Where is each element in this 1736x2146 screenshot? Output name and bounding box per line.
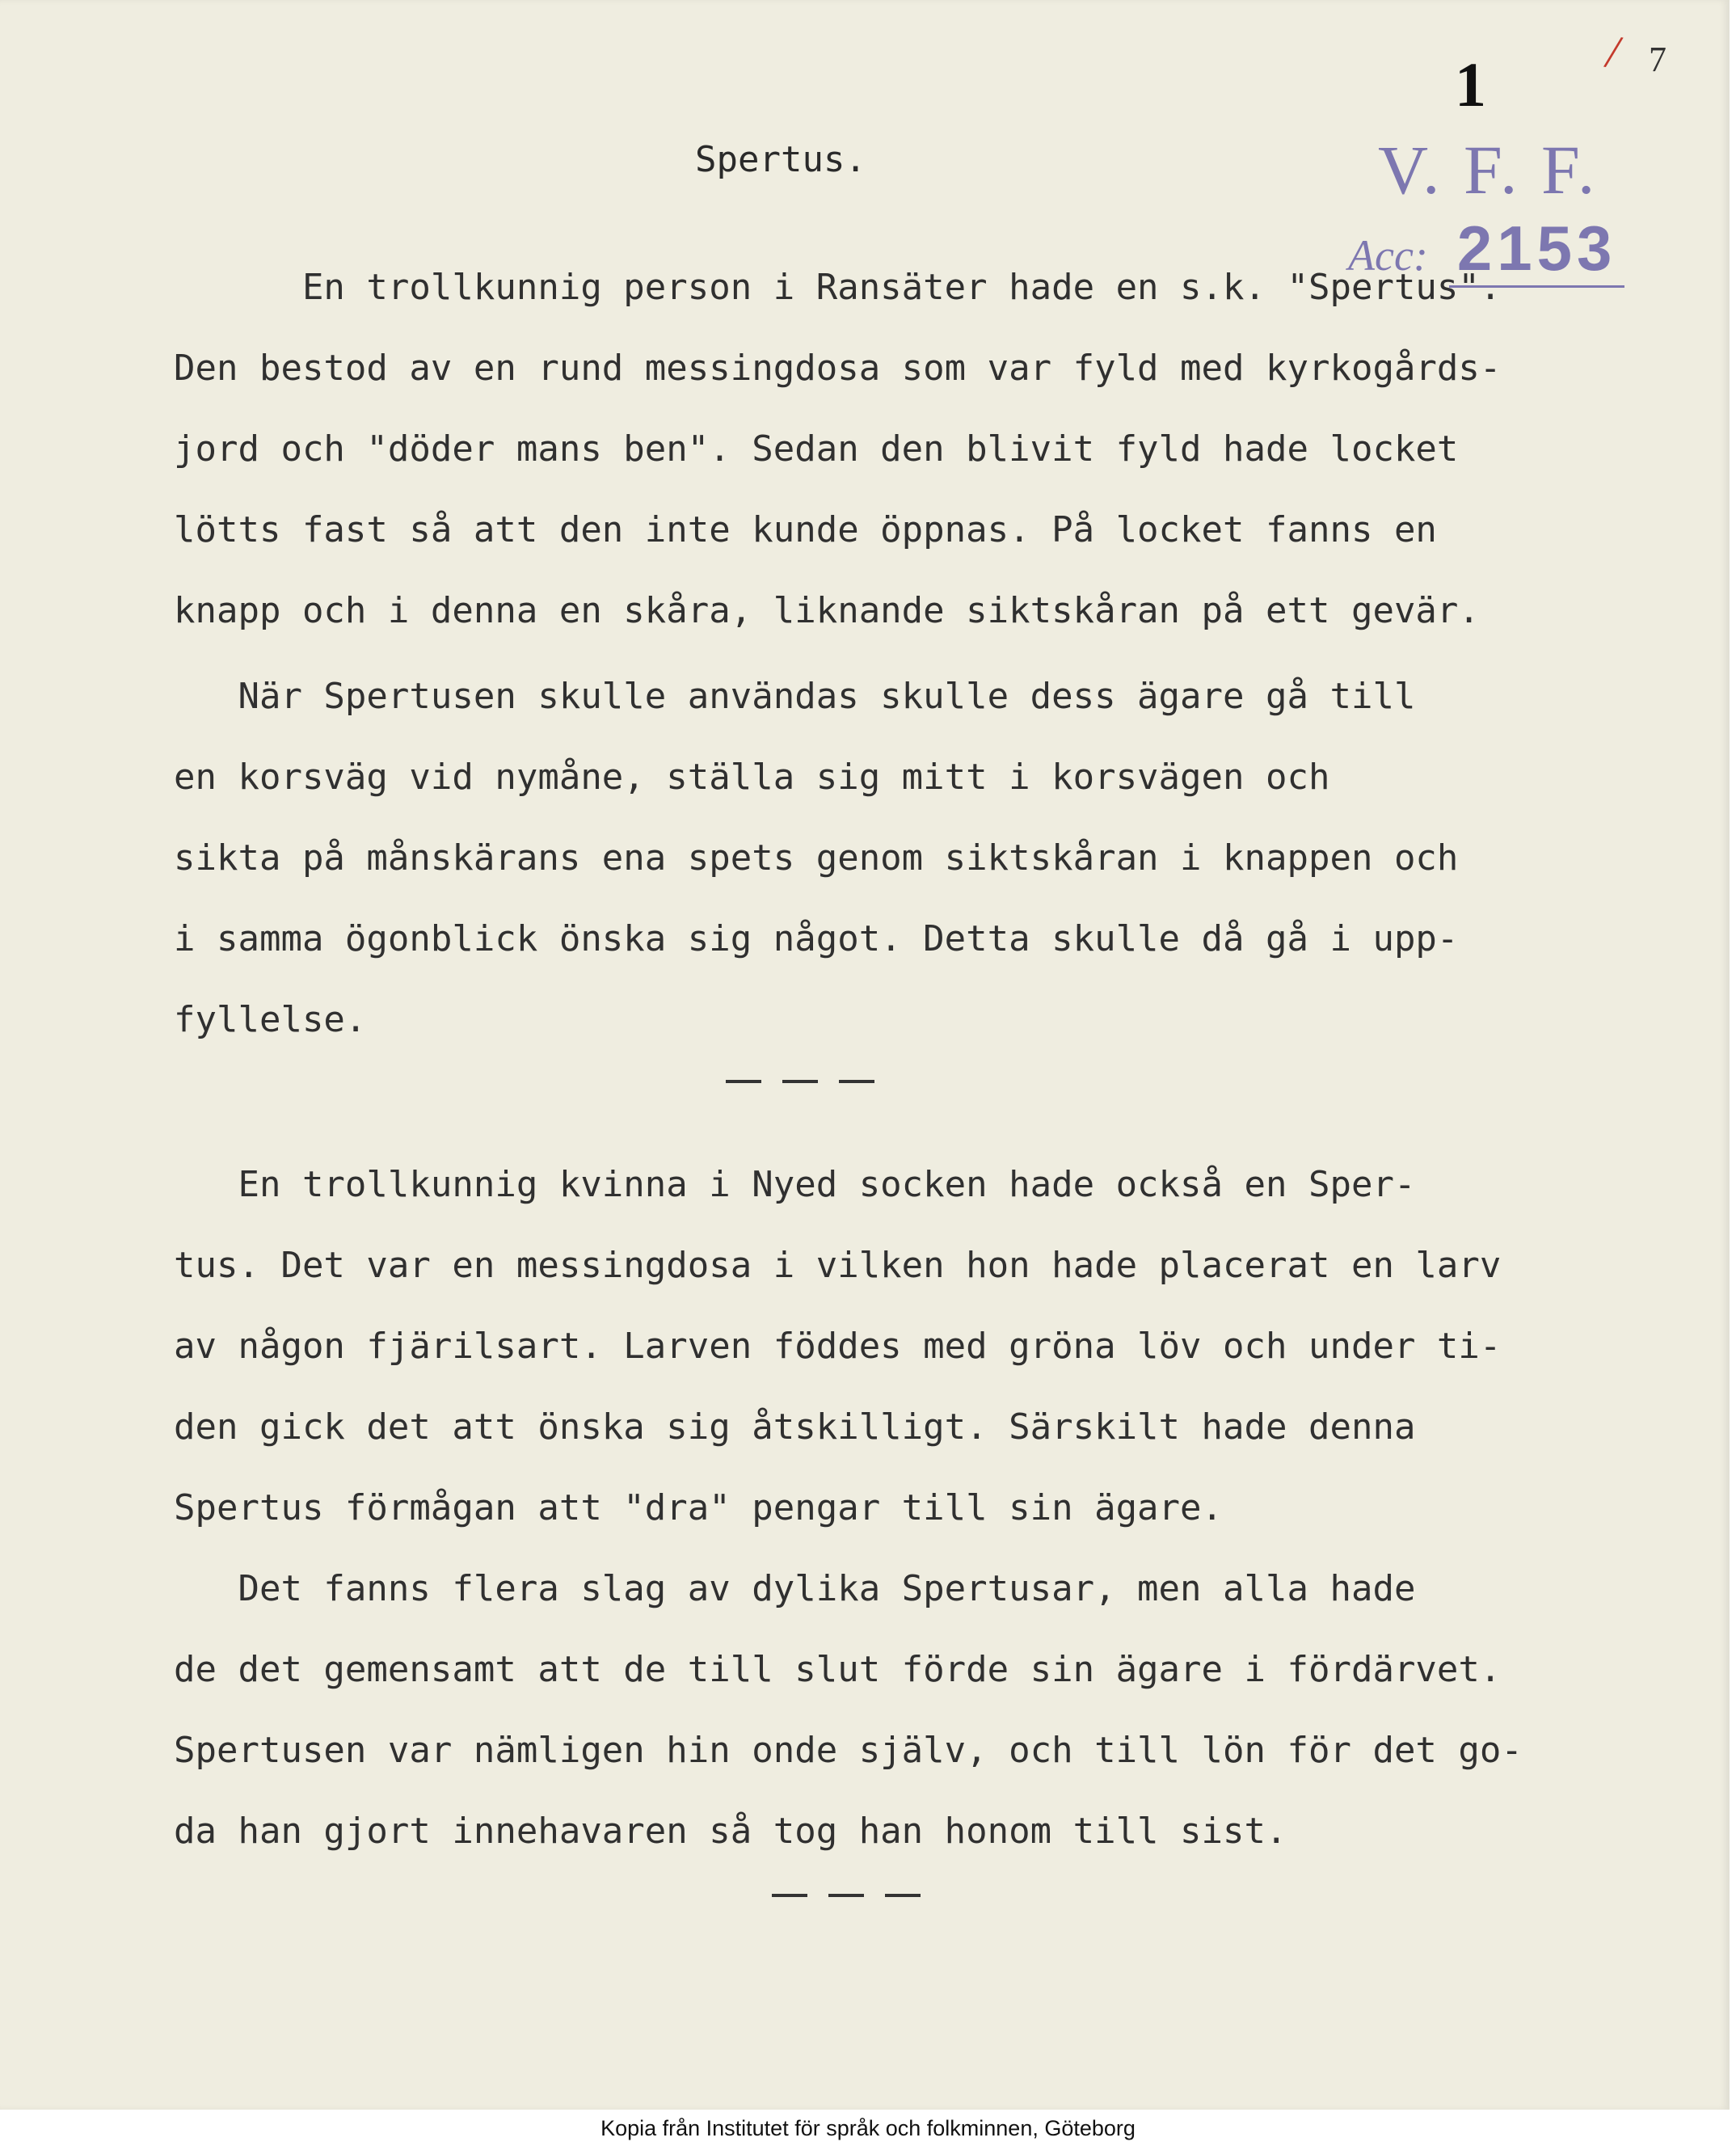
paragraph [174,247,1693,651]
text-line: den gick det att önska sig åtskilligt. Särskilt hade denna [174,1406,1416,1448]
text-line: i samma ögonblick önska sig något. Detta skulle då gå i upp- [174,918,1459,959]
accession-label: Acc: [1348,231,1428,280]
paragraph [174,1145,1693,1549]
separator-dash [782,1080,818,1083]
accession-number: 2153 [1449,212,1625,288]
separator-dash [885,1894,921,1897]
folio-number: 7 [1649,40,1666,79]
text-line: fyllelse. [174,999,367,1040]
text-line: Spertus förmågan att "dra" pengar till sin ägare. [174,1487,1224,1528]
page-number: 1 [1455,49,1486,120]
text-line: När Spertusen skulle användas skulle dess ägare gå till [174,676,1416,717]
text-line: en korsväg vid nymåne, ställa sig mitt i korsvägen och [174,757,1330,798]
paragraph [174,1549,1693,1872]
text-line: tus. Det var en messingdosa i vilken hon hade placerat en larv [174,1245,1502,1286]
text-line: av någon fjärilsart. Larven föddes med gröna löv och under ti- [174,1326,1502,1367]
text-line: Den bestod av en rund messingdosa som var fyld med kyrkogårds- [174,348,1502,389]
document-title: Spertus. [695,139,866,180]
paragraph [174,656,1693,1060]
text-line: Spertusen var nämligen hin onde själv, och till lön för det go- [174,1730,1523,1771]
section-separator [726,1080,874,1083]
text-line: sikta på månskärans ena spets genom siktskåran i knappen och [174,837,1459,879]
separator-dash [772,1894,807,1897]
vff-stamp: V. F. F. [1378,131,1599,209]
separator-dash [726,1080,761,1083]
text-line: jord och "döder mans ben". Sedan den blivit fyld hade locket [174,428,1459,470]
archive-footer: Kopia från Institutet för språk och folkminnen, Göteborg [0,2111,1736,2146]
separator-dash [839,1080,874,1083]
section-separator [772,1894,921,1897]
text-line: Det fanns flera slag av dylika Spertusar, men alla hade [174,1568,1416,1609]
red-pencil-mark: / [1601,23,1626,80]
text-line: En trollkunnig kvinna i Nyed socken hade också en Sper- [174,1164,1416,1205]
separator-dash [828,1894,864,1897]
text-line: En trollkunnig person i Ransäter hade en s.k. "Spertus". [174,267,1502,308]
text-line: da han gjort innehavaren så tog han honom till sist. [174,1811,1287,1852]
text-line: knapp och i denna en skåra, liknande siktskåran på ett gevär. [174,590,1480,631]
text-line: lötts fast så att den inte kunde öppnas. På locket fanns en [174,509,1437,550]
text-line: de det gemensamt att de till slut förde sin ägare i fördärvet. [174,1649,1502,1690]
